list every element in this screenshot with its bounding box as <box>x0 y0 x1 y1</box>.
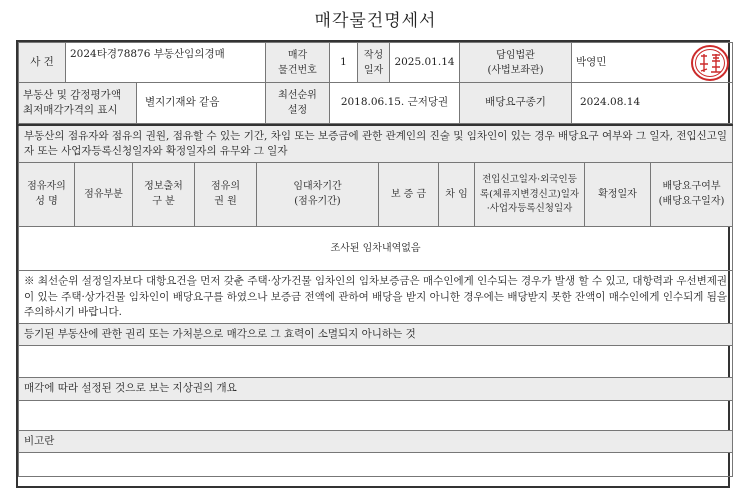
priority-value: 2018.06.15. 근저당권 <box>330 83 460 124</box>
tenant-notice: ※ 최선순위 설정일자보다 대항요건을 먼저 갖춘 주택·상가건물 임차인의 임차보증금은 매수인에게 인수되는 경우가 발생 할 수 있고, 대항력과 우선변제권이 있는 주택·상가건물 임차인이 배당요구를 하였으나 보증금 전액에 관하여 배당을 받지 아니한 경우에는 배당받지 못한 잔액이 매수인에게 인수되게 됨을 주의하시기 바랍니다. <box>19 271 733 324</box>
superficies-label: 매각에 따라 설정된 것으로 보는 지상권의 개요 <box>19 378 733 400</box>
col-deposit: 보 증 금 <box>379 163 439 227</box>
appraisal-label <box>19 83 266 124</box>
date-value: 2025.01.14 <box>390 43 460 83</box>
occupancy-intro: 부동산의 점유자와 점유의 권원, 점유할 수 있는 기간, 차임 또는 보증금에 관한 관계인의 진술 및 임차인이 있는 경우 배당요구 여부와 그 일자, 전입신고일자 또는 사업자등록신청일자와 확정일자의 유무와 그 일자 <box>19 125 733 163</box>
document-title: 매각물건명세서 <box>314 11 437 31</box>
remarks-label: 비고란 <box>19 430 733 452</box>
rights-not-extinguished-label: 등기된 부동산에 관한 권리 또는 가처분으로 매각으로 그 효력이 소멸되지 아니하는 것 <box>19 324 733 346</box>
rights-not-extinguished-value <box>19 346 733 378</box>
item-no-value: 1 <box>330 43 358 83</box>
case-value: 2024타경78876 부동산임의경매 <box>66 43 266 83</box>
occupancy-empty-message: 조사된 임차내역없음 <box>19 227 733 271</box>
remarks-value <box>19 452 733 476</box>
occupancy-table <box>18 124 733 477</box>
col-occupancy-title: 점유의 권 원 <box>195 163 257 227</box>
statement-form <box>16 40 730 488</box>
col-occupant-name: 점유자의 성 명 <box>19 163 75 227</box>
col-rent: 차 임 <box>439 163 475 227</box>
priority-label: 최선순위 설정 <box>266 83 330 124</box>
appraisal-label-text: 부동산 및 감정평가액 최저매각가격의 표시 <box>19 83 137 123</box>
deadline-label: 배당요구종기 <box>460 83 572 124</box>
header-table <box>18 42 733 124</box>
case-label: 사 건 <box>19 43 66 83</box>
seal-stamp-icon <box>690 44 730 82</box>
col-occupied-part: 점유부분 <box>75 163 133 227</box>
superficies-value <box>19 400 733 430</box>
col-lease-period: 임대차기간 (점유기간) <box>257 163 379 227</box>
deadline-value: 2024.08.14 <box>572 83 733 124</box>
appraisal-value: 별지기재와 같음 <box>137 83 265 123</box>
date-label: 작성 일자 <box>358 43 390 83</box>
col-dividend-request: 배당요구여부 (배당요구일자) <box>651 163 733 227</box>
seal-cell <box>646 43 733 83</box>
col-info-source: 정보출처 구 분 <box>133 163 195 227</box>
judge-value: 박영민 <box>572 43 646 83</box>
item-no-label: 매각 물건번호 <box>266 43 330 83</box>
col-fixed-date: 확정일자 <box>585 163 651 227</box>
col-registration-date: 전입신고일자·외국인등록(체류지변경신고)일자·사업자등록신청일자 <box>475 163 585 227</box>
judge-label: 담임법관 (사법보좌관) <box>460 43 572 83</box>
